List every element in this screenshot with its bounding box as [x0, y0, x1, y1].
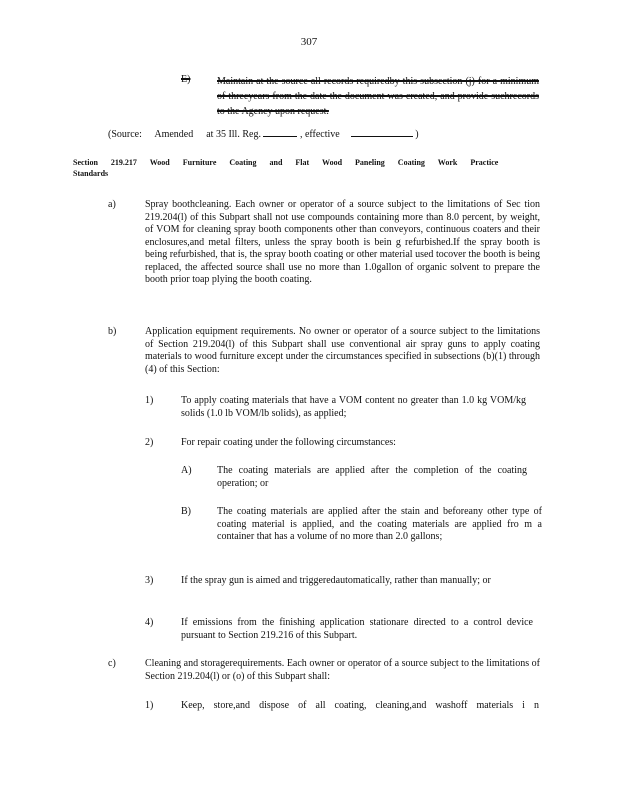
- item-b3-text: If the spray gun is aimed and triggeredautomatically, rather than manually; or: [181, 575, 491, 586]
- item-b2-text: For repair coating under the following circumstances:: [181, 437, 396, 448]
- item-b-label: b): [108, 326, 117, 337]
- item-a-label: a): [108, 199, 116, 210]
- item-b1-text: To apply coating materials that have a VOM content no greater than 1.0 kg VOM/kg solids (1.0 lb VOM/lb solids), as applied;: [181, 395, 526, 419]
- item-b2A-label: A): [181, 465, 192, 476]
- item-c-label: c): [108, 658, 116, 669]
- source-at: at 35 Ill. Reg.: [206, 129, 261, 140]
- item-b2B-label: B): [181, 506, 191, 517]
- effective-date-blank: [351, 136, 413, 137]
- item-b1-label: 1): [145, 395, 154, 406]
- item-b4-text: If emissions from the finishing application stationare directed to a control device pursuant to Section 219.216 of this Subpart.: [181, 617, 533, 641]
- section-heading: [73, 158, 533, 180]
- page-number: 307: [300, 36, 318, 48]
- item-a-text: Spray boothcleaning. Each owner or operator of a source subject to the limitations of Sec tion 219.204(l) of this Subpart shall not use compounds containing more than 8.0 percent, by weight, of VOM for cleaning spray booth components other than conveyors, continuous coaters and their enclosures,and metal filters, unless the spray booth is bein g refurbished.If the spray booth is being refurbished, that is, the spray booth coating or other material used tocover the booth is being replaced, the affected source shall use no more than 1.0gallon of organic solvent to prepare the booth prior toap plying the booth coating.: [145, 199, 540, 285]
- source-amended: Amended: [154, 129, 194, 140]
- item-b-text: Application equipment requirements. No owner or operator of a source subject to the limitations of Section 219.204(l) of this Subpart shall use conventional air spray guns to apply coating materials to wood furniture except under the circumstances specified in subsections (b)(1) through (4) of this Section:: [145, 326, 540, 375]
- source-close: ): [415, 129, 419, 140]
- item-c-text: Cleaning and storagerequirements. Each owner or operator of a source subject to the limitations of Section 219.204(l) or (o) of this Subpart shall:: [145, 658, 540, 682]
- struck-item-label: E): [181, 74, 191, 85]
- section-heading-line1: Section 219.217 Wood Furniture Coating and Flat Wood Paneling Coating Work Practice: [73, 158, 499, 167]
- item-b4-label: 4): [145, 617, 154, 628]
- section-heading-line2: Standards: [73, 168, 109, 178]
- item-c1-text: Keep, store,and dispose of all coating, cleaning,and washoff materials i n: [181, 700, 539, 711]
- item-c1-label: 1): [145, 700, 154, 711]
- struck-item-text: Maintain at the source all records requiredby this subsection (j) for a minimum of threeyears from the date the document was created, and provide suchrecords to the Agency upon request.: [217, 76, 539, 117]
- source-open: (Source:: [108, 129, 142, 140]
- item-b2-label: 2): [145, 437, 154, 448]
- source-note: [108, 129, 419, 142]
- item-b2A-text: The coating materials are applied after the completion of the coating operation; or: [217, 465, 527, 489]
- source-effective: , effective: [299, 129, 340, 140]
- reg-blank: [263, 136, 297, 137]
- item-b3-label: 3): [145, 575, 154, 586]
- item-b2B-text: The coating materials are applied after the stain and beforeany other type of coating material is applied, and the coating materials are applied fro m a container that has a volume of no more than 2.0 gallons;: [217, 506, 542, 542]
